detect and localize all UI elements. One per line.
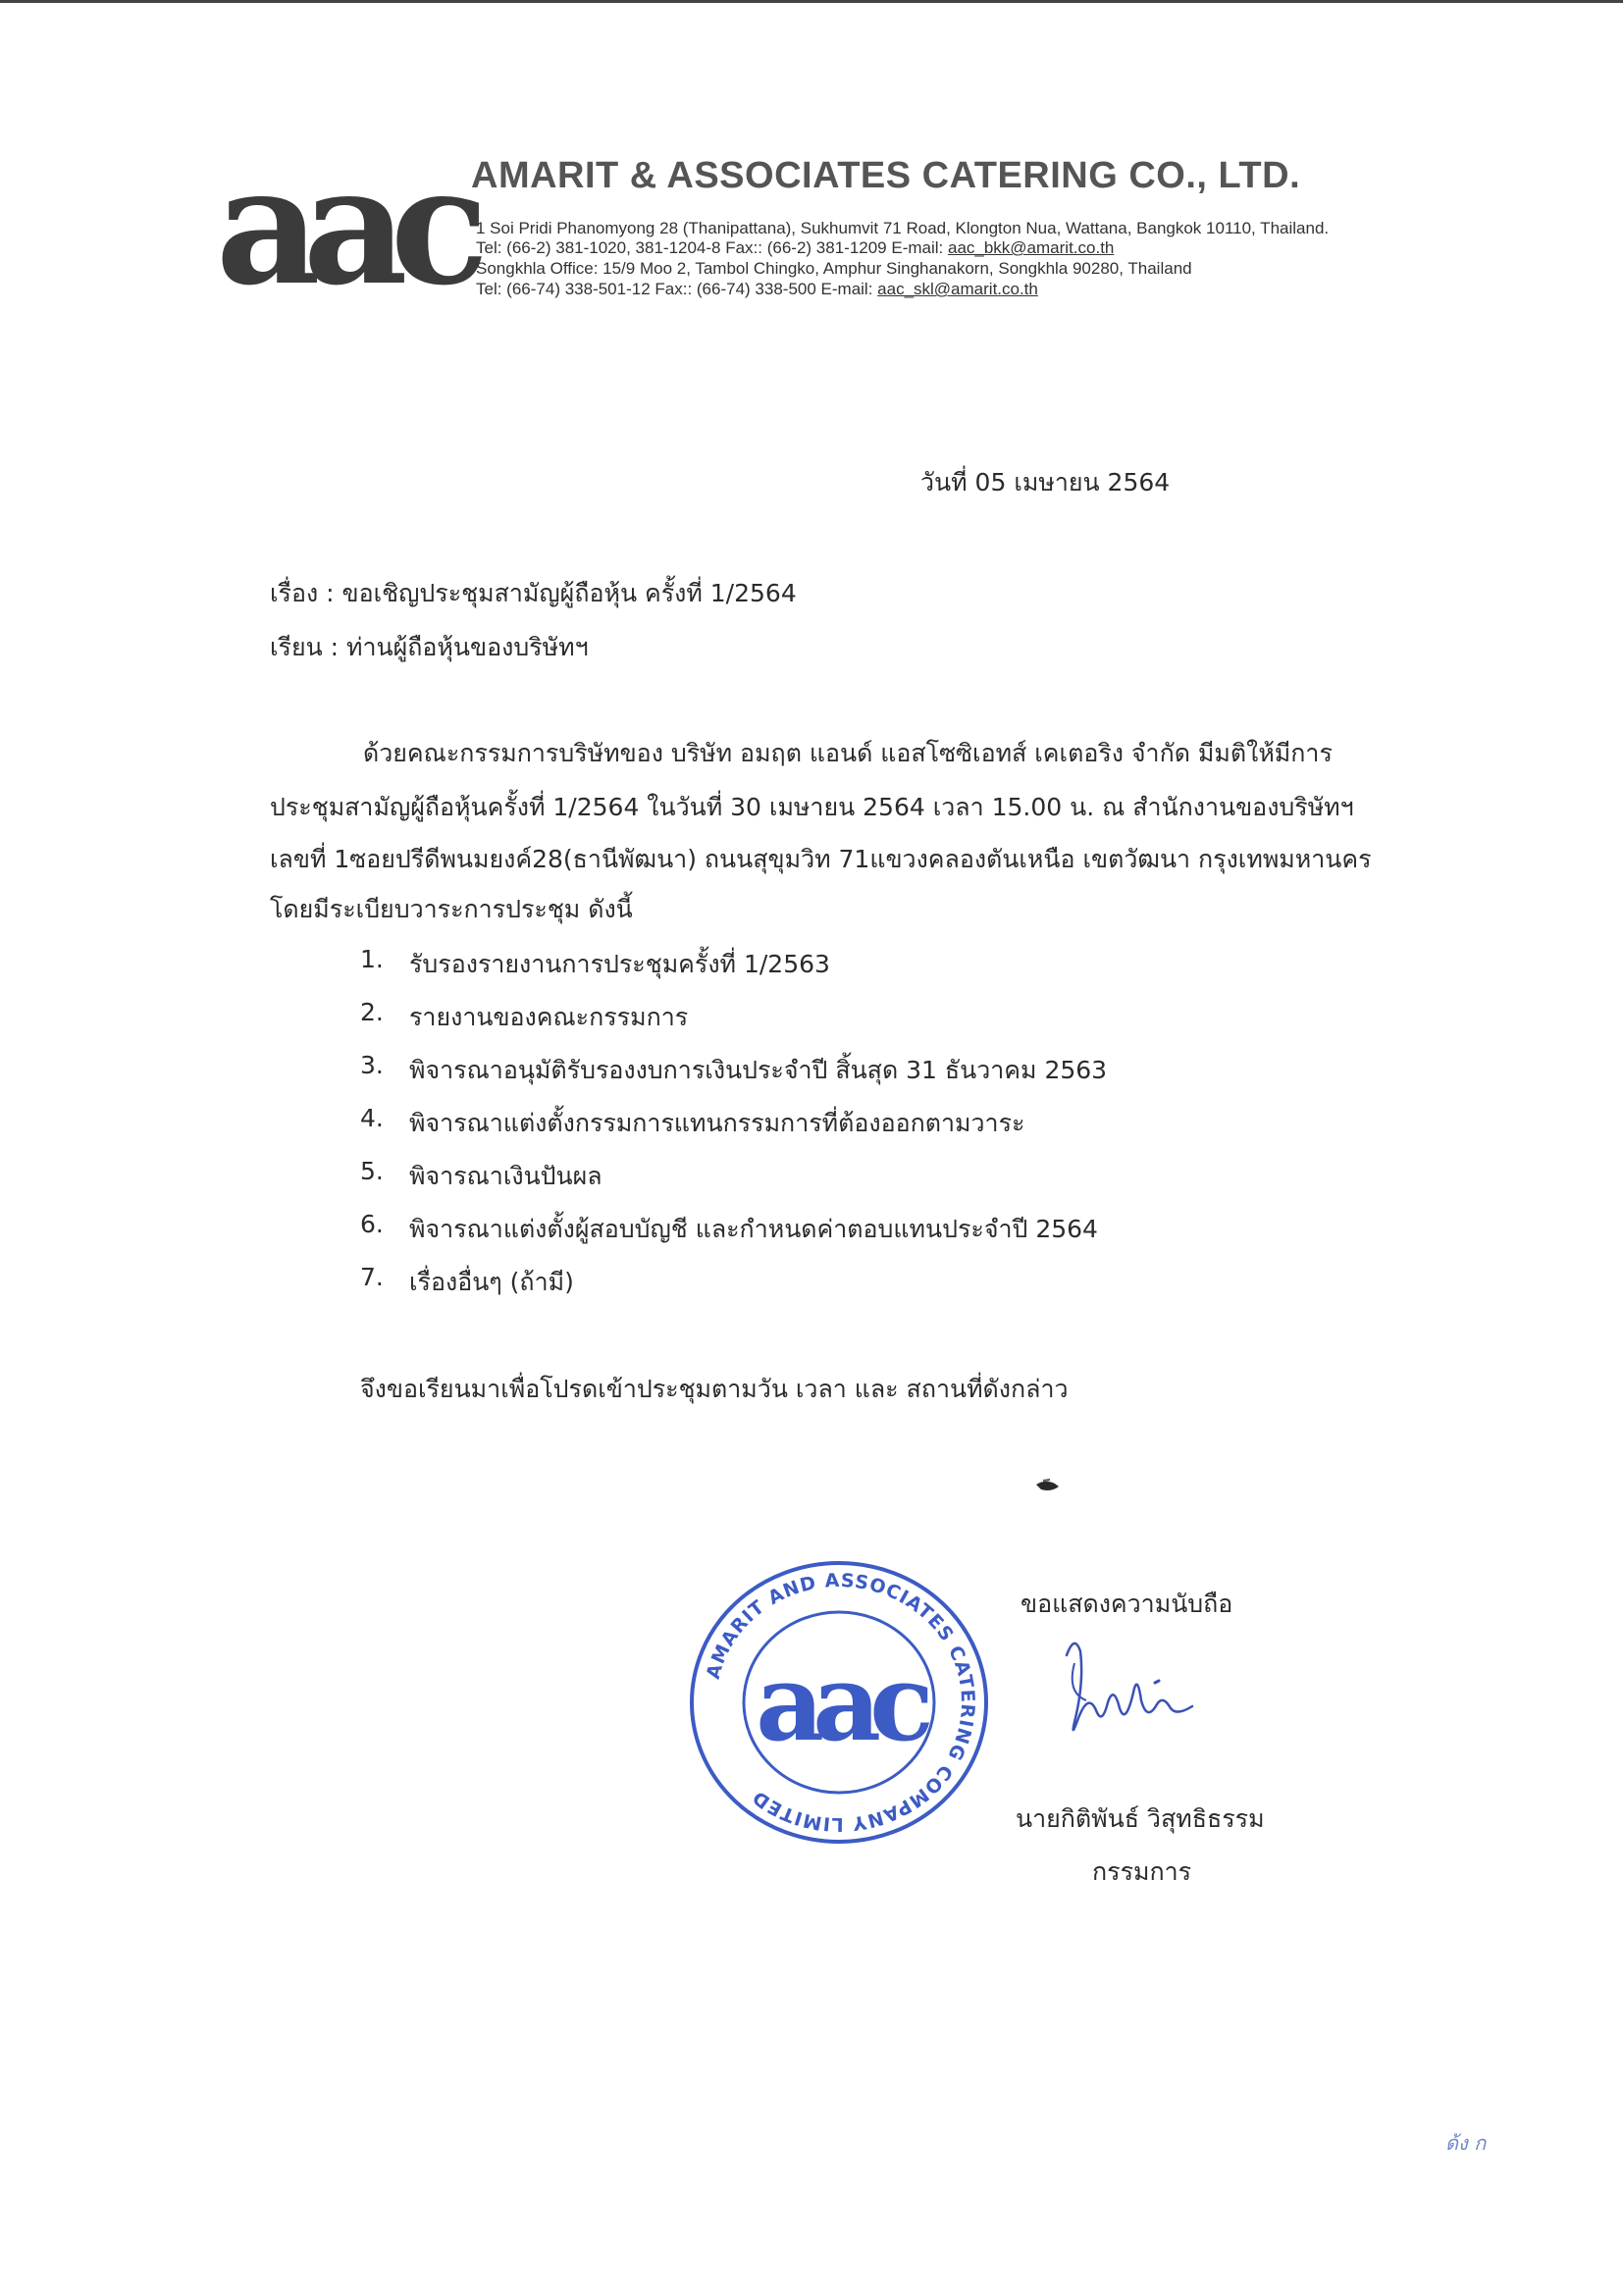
regards-text: ขอแสดงความนับถือ: [1021, 1590, 1233, 1618]
letter-subject: เรื่อง : ขอเชิญประชุมสามัญผู้ถือหุ้น ครั้งที่ 1/2564: [270, 579, 797, 607]
agenda-text: รับรองรายงานการประชุมครั้งที่ 1/2563: [409, 950, 830, 978]
contact-line-2: [476, 280, 1038, 299]
agenda-text: พิจารณาอนุมัติรับรองงบการเงินประจำปี สิ้นสุด 31 ธันวาคม 2563: [409, 1056, 1108, 1084]
agenda-number: 4.: [360, 1104, 384, 1132]
agenda-text: เรื่องอื่นๆ (ถ้ามี): [409, 1268, 574, 1296]
handwritten-margin-note: ด้ง ก: [1445, 2131, 1487, 2155]
signature-icon: [1045, 1624, 1202, 1751]
scan-top-edge: [0, 0, 1623, 3]
address-line-2: Songkhla Office: 15/9 Moo 2, Tambol Chingko, Amphur Singhanakorn, Songkhla 90280, Thailand: [476, 259, 1192, 278]
company-logo: [215, 130, 472, 321]
paragraph-line-3: เลขที่ 1ซอยปรีดีพนมยงค์28(ธานีพัฒนา) ถนนสุขุมวิท 71แขวงคลองตันเหนือ เขตวัฒนา กรุงเทพมหานคร: [270, 845, 1372, 873]
agenda-number: 6.: [360, 1210, 384, 1238]
signer-name: นายกิติพันธ์ วิสุทธิธรรม: [1016, 1804, 1265, 1833]
ink-speck-icon: [1033, 1477, 1063, 1498]
contact-line-1: [476, 238, 1114, 258]
contact-line-1-prefix: Tel: (66-2) 381-1020, 381-1204-8 Fax:: (66-2) 381-1209 E-mail:: [476, 238, 948, 257]
paragraph-line-2: ประชุมสามัญผู้ถือหุ้นครั้งที่ 1/2564 ในวันที่ 30 เมษายน 2564 เวลา 15.00 น. ณ สำนักงานของบริษัทฯ: [270, 793, 1354, 821]
seal-ring-text: AMARIT AND ASSOCIATES CATERING COMPANY LIMITED: [702, 1569, 979, 1836]
address-line-1: 1 Soi Pridi Phanomyong 28 (Thanipattana), Sukhumvit 71 Road, Klongton Nua, Wattana, Bangkok 10110, Thailand.: [476, 219, 1330, 237]
agenda-text: พิจารณาแต่งตั้งผู้สอบบัญชี และกำหนดค่าตอบแทนประจำปี 2564: [409, 1215, 1098, 1243]
letter-date: วันที่ 05 เมษายน 2564: [920, 468, 1171, 496]
agenda-number: 1.: [360, 945, 384, 973]
signer-title: กรรมการ: [1092, 1857, 1192, 1886]
company-seal-icon: [682, 1555, 996, 1850]
agenda-text: พิจารณาเงินปันผล: [409, 1162, 602, 1190]
agenda-number: 2.: [360, 998, 384, 1026]
email-link-skl[interactable]: aac_skl@amarit.co.th: [877, 280, 1038, 298]
agenda-text: รายงานของคณะกรรมการ: [409, 1003, 689, 1031]
agenda-number: 3.: [360, 1051, 384, 1079]
email-link-bkk[interactable]: aac_bkk@amarit.co.th: [947, 238, 1115, 257]
agenda-number: 5.: [360, 1157, 384, 1185]
paragraph-line-1: ด้วยคณะกรรมการบริษัทของ บริษัท อมฤต แอนด์ แอสโซซิเอทส์ เคเตอริง จำกัด มีมติให้มีการ: [363, 739, 1333, 767]
logo-text: aac: [215, 130, 472, 321]
letter-recipient: เรียน : ท่านผู้ถือหุ้นของบริษัทฯ: [270, 633, 589, 661]
seal-center-text: aac: [756, 1642, 922, 1765]
agenda-text: พิจารณาแต่งตั้งกรรมการแทนกรรมการที่ต้องออกตามวาระ: [409, 1109, 1025, 1137]
paragraph-line-4: โดยมีระเบียบวาระการประชุม ดังนี้: [270, 895, 633, 923]
company-name: AMARIT & ASSOCIATES CATERING CO., LTD.: [471, 155, 1301, 196]
agenda-number: 7.: [360, 1263, 384, 1291]
closing-sentence: จึงขอเรียนมาเพื่อโปรดเข้าประชุมตามวัน เวลา และ สถานที่ดังกล่าว: [360, 1375, 1069, 1403]
contact-line-2-prefix: Tel: (66-74) 338-501-12 Fax:: (66-74) 338-500 E-mail:: [476, 280, 878, 298]
